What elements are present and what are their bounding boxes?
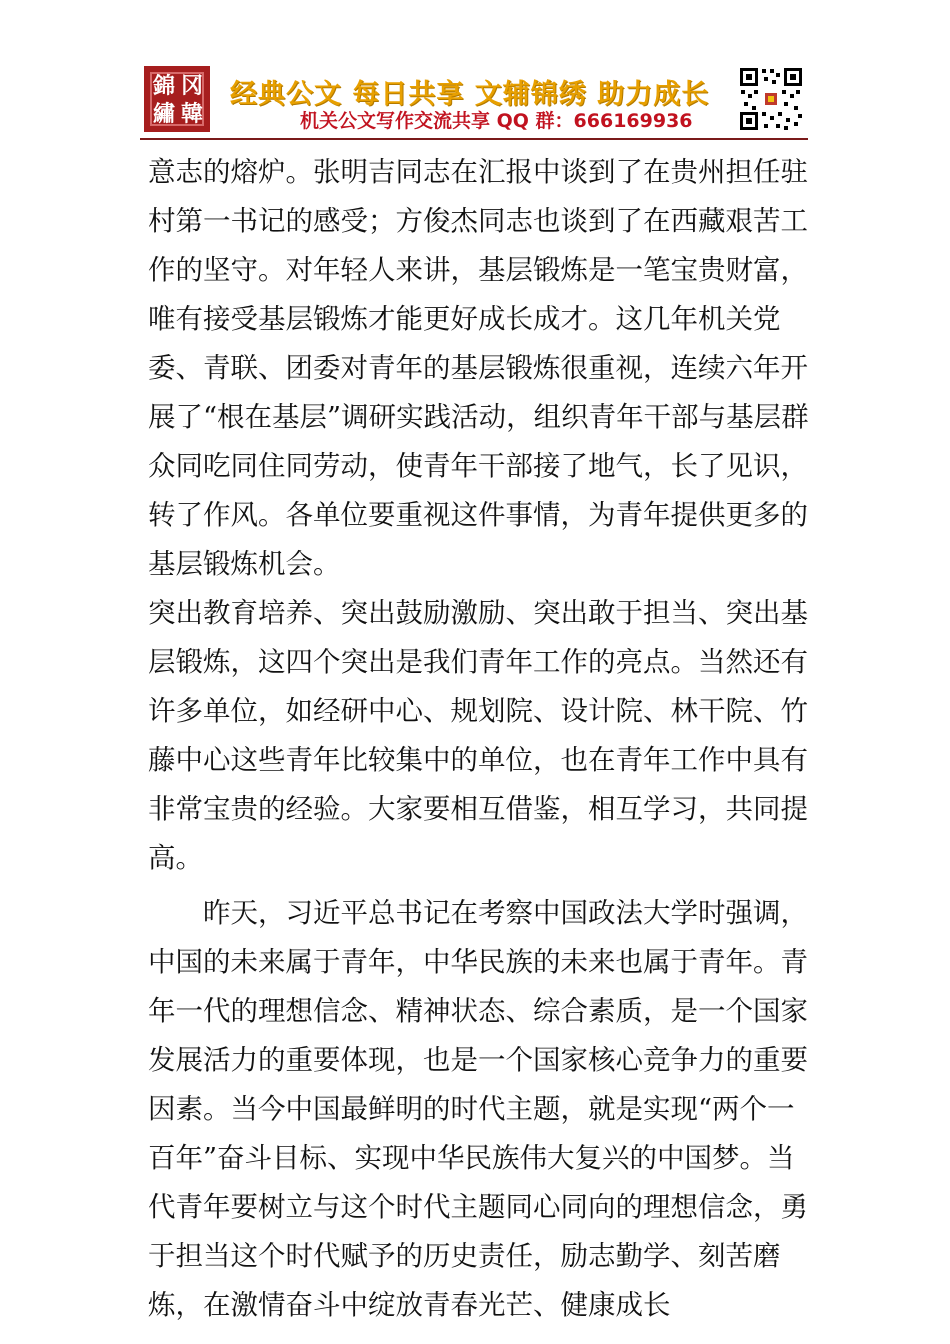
paragraph: 昨天，习近平总书记在考察中国政法大学时强调，中国的未来属于青年，中华民族的未来也属于青年。青年一代的理想信念、精神状态、综合素质，是一个国家发展活力的重要体现，也是一个国家核心竞争力的重要因素。当今中国最鲜明的时代主题，就是实现“两个一百年”奋斗目标、实现中华民族伟大复兴的中国梦。当代青年要树立与这个时代主题同心同向的理想信念，勇于担当这个时代赋予的历史责任，励志勤学、刻苦磨炼，在激情奋斗中绽放青春光芒、健康成长 xyxy=(148,897,808,1321)
seal-char: 錦 xyxy=(152,73,175,99)
qr-code-icon xyxy=(738,66,804,132)
brand-seal-logo xyxy=(144,66,210,132)
paragraph: 突出教育培养、突出鼓励激励、突出敢于担当、突出基层锻炼，这四个突出是我们青年工作的亮点。当然还有许多单位，如经研中心、规划院、设计院、林干院、竹藤中心这些青年比较集中的单位，也在青年工作中具有非常宝贵的经验。大家要相互借鉴，相互学习，共同提高。 xyxy=(148,597,808,874)
seal-char: 冈 xyxy=(180,73,203,99)
header-divider xyxy=(140,138,808,140)
document-header xyxy=(140,66,808,134)
header-slogan: 经典公文 每日共享 文辅锦绣 助力成长 xyxy=(230,79,710,110)
seal-char: 繡 xyxy=(152,101,175,127)
paragraph: 意志的熔炉。张明吉同志在汇报中谈到了在贵州担任驻村第一书记的感受；方俊杰同志也谈到了在西藏艰苦工作的坚守。对年轻人来讲，基层锻炼是一笔宝贵财富，唯有接受基层锻炼才能更好成长成才。这几年机关党委、青联、团委对青年的基层锻炼很重视，连续六年开展了“根在基层”调研实践活动，组织青年干部与基层群众同吃同住同劳动，使青年干部接了地气，长了见识，转了作风。各单位要重视这件事情，为青年提供更多的基层锻炼机会。 xyxy=(148,156,809,580)
document-body xyxy=(148,148,812,1330)
seal-char: 韓 xyxy=(180,101,203,127)
qq-group-line: 机关公文写作交流共享 QQ 群：666169936 xyxy=(300,110,693,132)
